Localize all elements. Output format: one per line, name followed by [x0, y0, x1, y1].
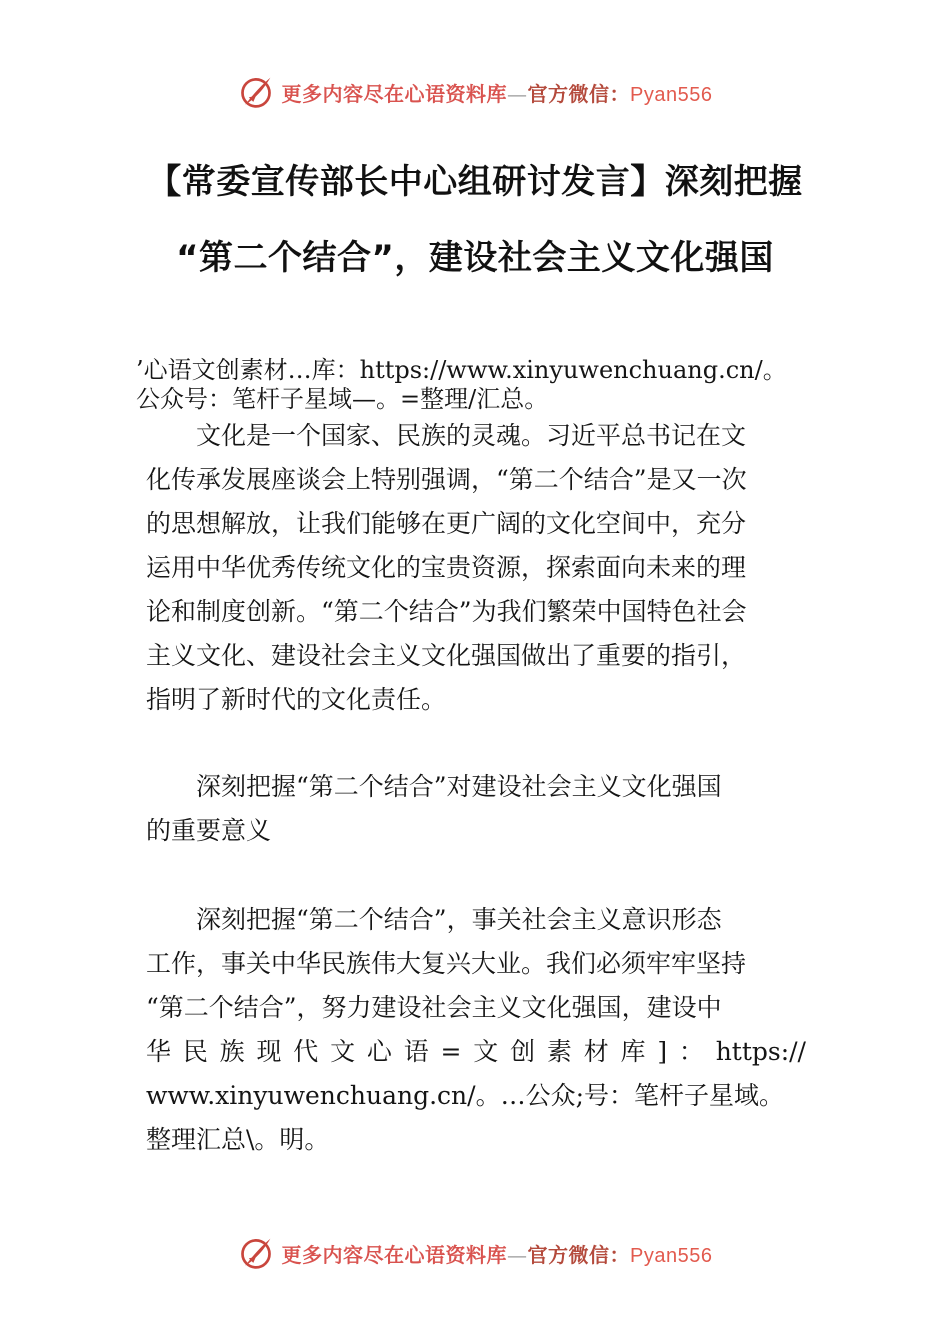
paragraph-line: 指明了新时代的文化责任。: [146, 685, 447, 714]
paragraph-line: 文化是一个国家、民族的灵魂。习近平总书记在文: [146, 421, 747, 450]
paragraph-line: 运用中华优秀传统文化的宝贵资源，探索面向未来的理: [146, 553, 747, 582]
document-title-line-1: 【常委宣传部长中心组研讨发言】深刻把握: [147, 162, 803, 202]
justified-glyph: 代: [293, 1037, 319, 1066]
paragraph-2: [146, 898, 806, 1162]
section-heading: [146, 765, 806, 853]
footer-watermark-banner: [0, 1233, 950, 1273]
justified-glyph: 华: [146, 1037, 172, 1066]
paragraph-line: 深刻把握“第二个结合”，事关社会主义意识形态: [146, 905, 722, 934]
paragraph-1: [146, 414, 806, 722]
paragraph-line: 主义文化、建设社会主义文化强国做出了重要的指引，: [146, 641, 747, 670]
justified-glyph: 文: [473, 1037, 499, 1066]
paragraph-line: www.xinyuwenchuang.cn/。…公众;号：笔杆子星域。: [146, 1081, 785, 1110]
paragraph-line: 整理汇总\。明。: [146, 1125, 330, 1154]
paragraph-line: 工作，事关中华民族伟大复兴大业。我们必须牢牢坚持: [146, 949, 747, 978]
paragraph-line: 化传承发展座谈会上特别强调，“第二个结合”是又一次: [146, 465, 747, 494]
justified-glyph: =: [440, 1037, 462, 1066]
justified-glyph: ：: [678, 1037, 704, 1066]
paragraph-line: “第二个结合”，努力建设社会主义文化强国，建设中: [146, 993, 722, 1022]
heading-line: 深刻把握“第二个结合”对建设社会主义文化强国: [146, 772, 722, 801]
justified-glyph: 民: [182, 1037, 208, 1066]
quill-logo-icon: [238, 74, 274, 110]
justified-glyph: 材: [583, 1037, 609, 1066]
paragraph-line-justified: [146, 1030, 806, 1074]
source-line-2: 公众号：笔杆子星域—。=整理/汇总。: [136, 385, 549, 413]
justified-glyph: 现: [256, 1037, 282, 1066]
justified-glyph: 语: [403, 1037, 429, 1066]
quill-logo-icon: [238, 1235, 274, 1271]
paragraph-line: 论和制度创新。“第二个结合”为我们繁荣中国特色社会: [146, 597, 747, 626]
justified-glyph: 库: [620, 1037, 646, 1066]
source-line-1: ’心语文创素材…库：https://www.xinyuwenchuang.cn/。: [136, 356, 787, 384]
header-watermark-banner: [0, 72, 950, 112]
justified-glyph: 素: [546, 1037, 572, 1066]
justified-glyph: ]: [657, 1037, 668, 1066]
justified-glyph: 心: [366, 1037, 392, 1066]
justified-glyph: 文: [330, 1037, 356, 1066]
justified-glyph: https://: [715, 1037, 806, 1066]
justified-glyph: 创: [510, 1037, 536, 1066]
justified-glyph: 族: [219, 1037, 245, 1066]
document-title-line-2: “第二个结合”，建设社会主义文化强国: [176, 238, 774, 278]
paragraph-line: 的思想解放，让我们能够在更广阔的文化空间中，充分: [146, 509, 747, 538]
heading-line: 的重要意义: [146, 816, 272, 845]
watermark-text: 更多内容尽在心语资料库—官方微信：Pyan556: [281, 81, 713, 106]
watermark-text: 更多内容尽在心语资料库—官方微信：Pyan556: [281, 1242, 713, 1267]
